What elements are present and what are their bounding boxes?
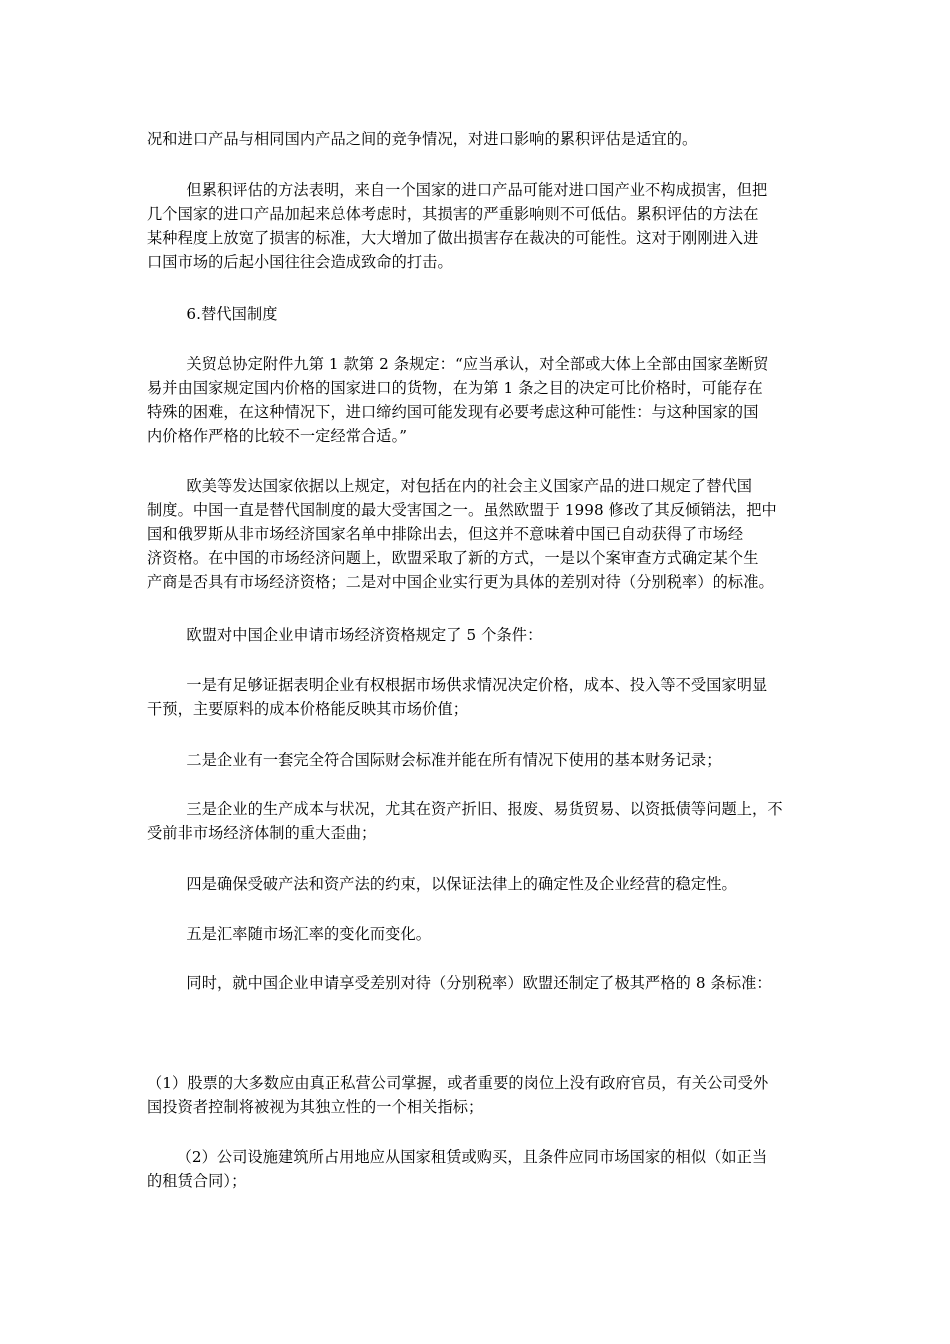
text-line: 欧美等发达国家依据以上规定，对包括在内的社会主义国家产品的进口规定了替代国 [147,477,753,495]
text-line: 某种程度上放宽了损害的标准，大大增加了做出损害存在裁决的可能性。这对于刚刚进入进 [147,229,759,247]
text-line: 况和进口产品与相同国内产品之间的竞争情况，对进口影响的累积评估是适宜的。 [147,130,698,148]
paragraph-condition-two [147,748,817,772]
text-line: 但累积评估的方法表明，来自一个国家的进口产品可能对进口国产业不构成损害，但把 [147,181,768,199]
paragraph-eight-standards-intro [147,971,817,995]
text-line: 干预，主要原料的成本价格能反映其市场价值； [147,700,469,718]
text-line: 受前非市场经济体制的重大歪曲； [147,824,377,842]
text-line: 五是汇率随市场汇率的变化而变化。 [147,925,432,943]
text-line: 特殊的困难，在这种情况下，进口缔约国可能发现有必要考虑这种可能性：与这种国家的国 [147,403,759,421]
text-line: （2）公司设施建筑所占用地应从国家租赁或购买，且条件应同市场国家的相似（如正当 [147,1148,768,1166]
text-line: 欧盟对中国企业申请市场经济资格规定了 5 个条件： [147,626,543,644]
text-line: 关贸总协定附件九第 1 款第 2 条规定：“应当承认，对全部或大体上全部由国家垄断贸 [147,355,769,373]
paragraph-gatt-annex [147,352,817,448]
text-line: 国投资者控制将被视为其独立性的一个相关指标； [147,1098,484,1116]
text-line: 同时，就中国企业申请享受差别对待（分别税率）欧盟还制定了极其严格的 8 条标准： [147,974,772,992]
paragraph-surrogate-country-system [147,474,817,594]
paragraph-condition-four [147,872,817,896]
paragraph-cumulative-assessment-end [147,127,817,151]
text-line: 易并由国家规定国内价格的国家进口的货物，在为第 1 条之目的决定可比价格时，可能存在 [147,379,763,397]
paragraph-condition-three [147,797,817,845]
section-heading: 6.替代国制度 [147,305,278,323]
text-line: 四是确保受破产法和资产法的约束，以保证法律上的确定性及企业经营的稳定性。 [147,875,737,893]
paragraph-standard-two [147,1145,817,1193]
text-line: 几个国家的进口产品加起来总体考虑时，其损害的严重影响则不可低估。累积评估的方法在 [147,205,759,223]
paragraph-condition-one [147,673,817,721]
text-line: 一是有足够证据表明企业有权根据市场供求情况决定价格，成本、投入等不受国家明显 [147,676,768,694]
text-line: 国和俄罗斯从非市场经济国家名单中排除出去，但这并不意味着中国已自动获得了市场经 [147,525,744,543]
text-line: 二是企业有一套完全符合国际财会标准并能在所有情况下使用的基本财务记录； [147,751,722,769]
text-line: 制度。中国一直是替代国制度的最大受害国之一。虽然欧盟于 1998 修改了其反倾销法，把中 [147,501,777,519]
text-line: 产商是否具有市场经济资格；二是对中国企业实行更为具体的差别对待（分别税率）的标准。 [147,573,774,591]
text-line: 济资格。在中国的市场经济问题上，欧盟采取了新的方式，一是以个案审查方式确定某个生 [147,549,759,567]
paragraph-condition-five [147,922,817,946]
section-heading-surrogate-country [147,302,817,326]
text-line: （1）股票的大多数应由真正私营公司掌握，或者重要的岗位上没有政府官员，有关公司受外 [147,1074,769,1092]
text-line: 的租赁合同）； [147,1172,247,1190]
text-line: 内价格作严格的比较不一定经常合适。” [147,427,408,445]
paragraph-five-conditions-intro [147,623,817,647]
text-line: 口国市场的后起小国往往会造成致命的打击。 [147,253,453,271]
paragraph-cumulative-assessment-effect [147,178,817,274]
text-line: 三是企业的生产成本与状况，尤其在资产折旧、报废、易货贸易、以资抵债等问题上，不 [147,800,783,818]
paragraph-standard-one [147,1071,817,1119]
